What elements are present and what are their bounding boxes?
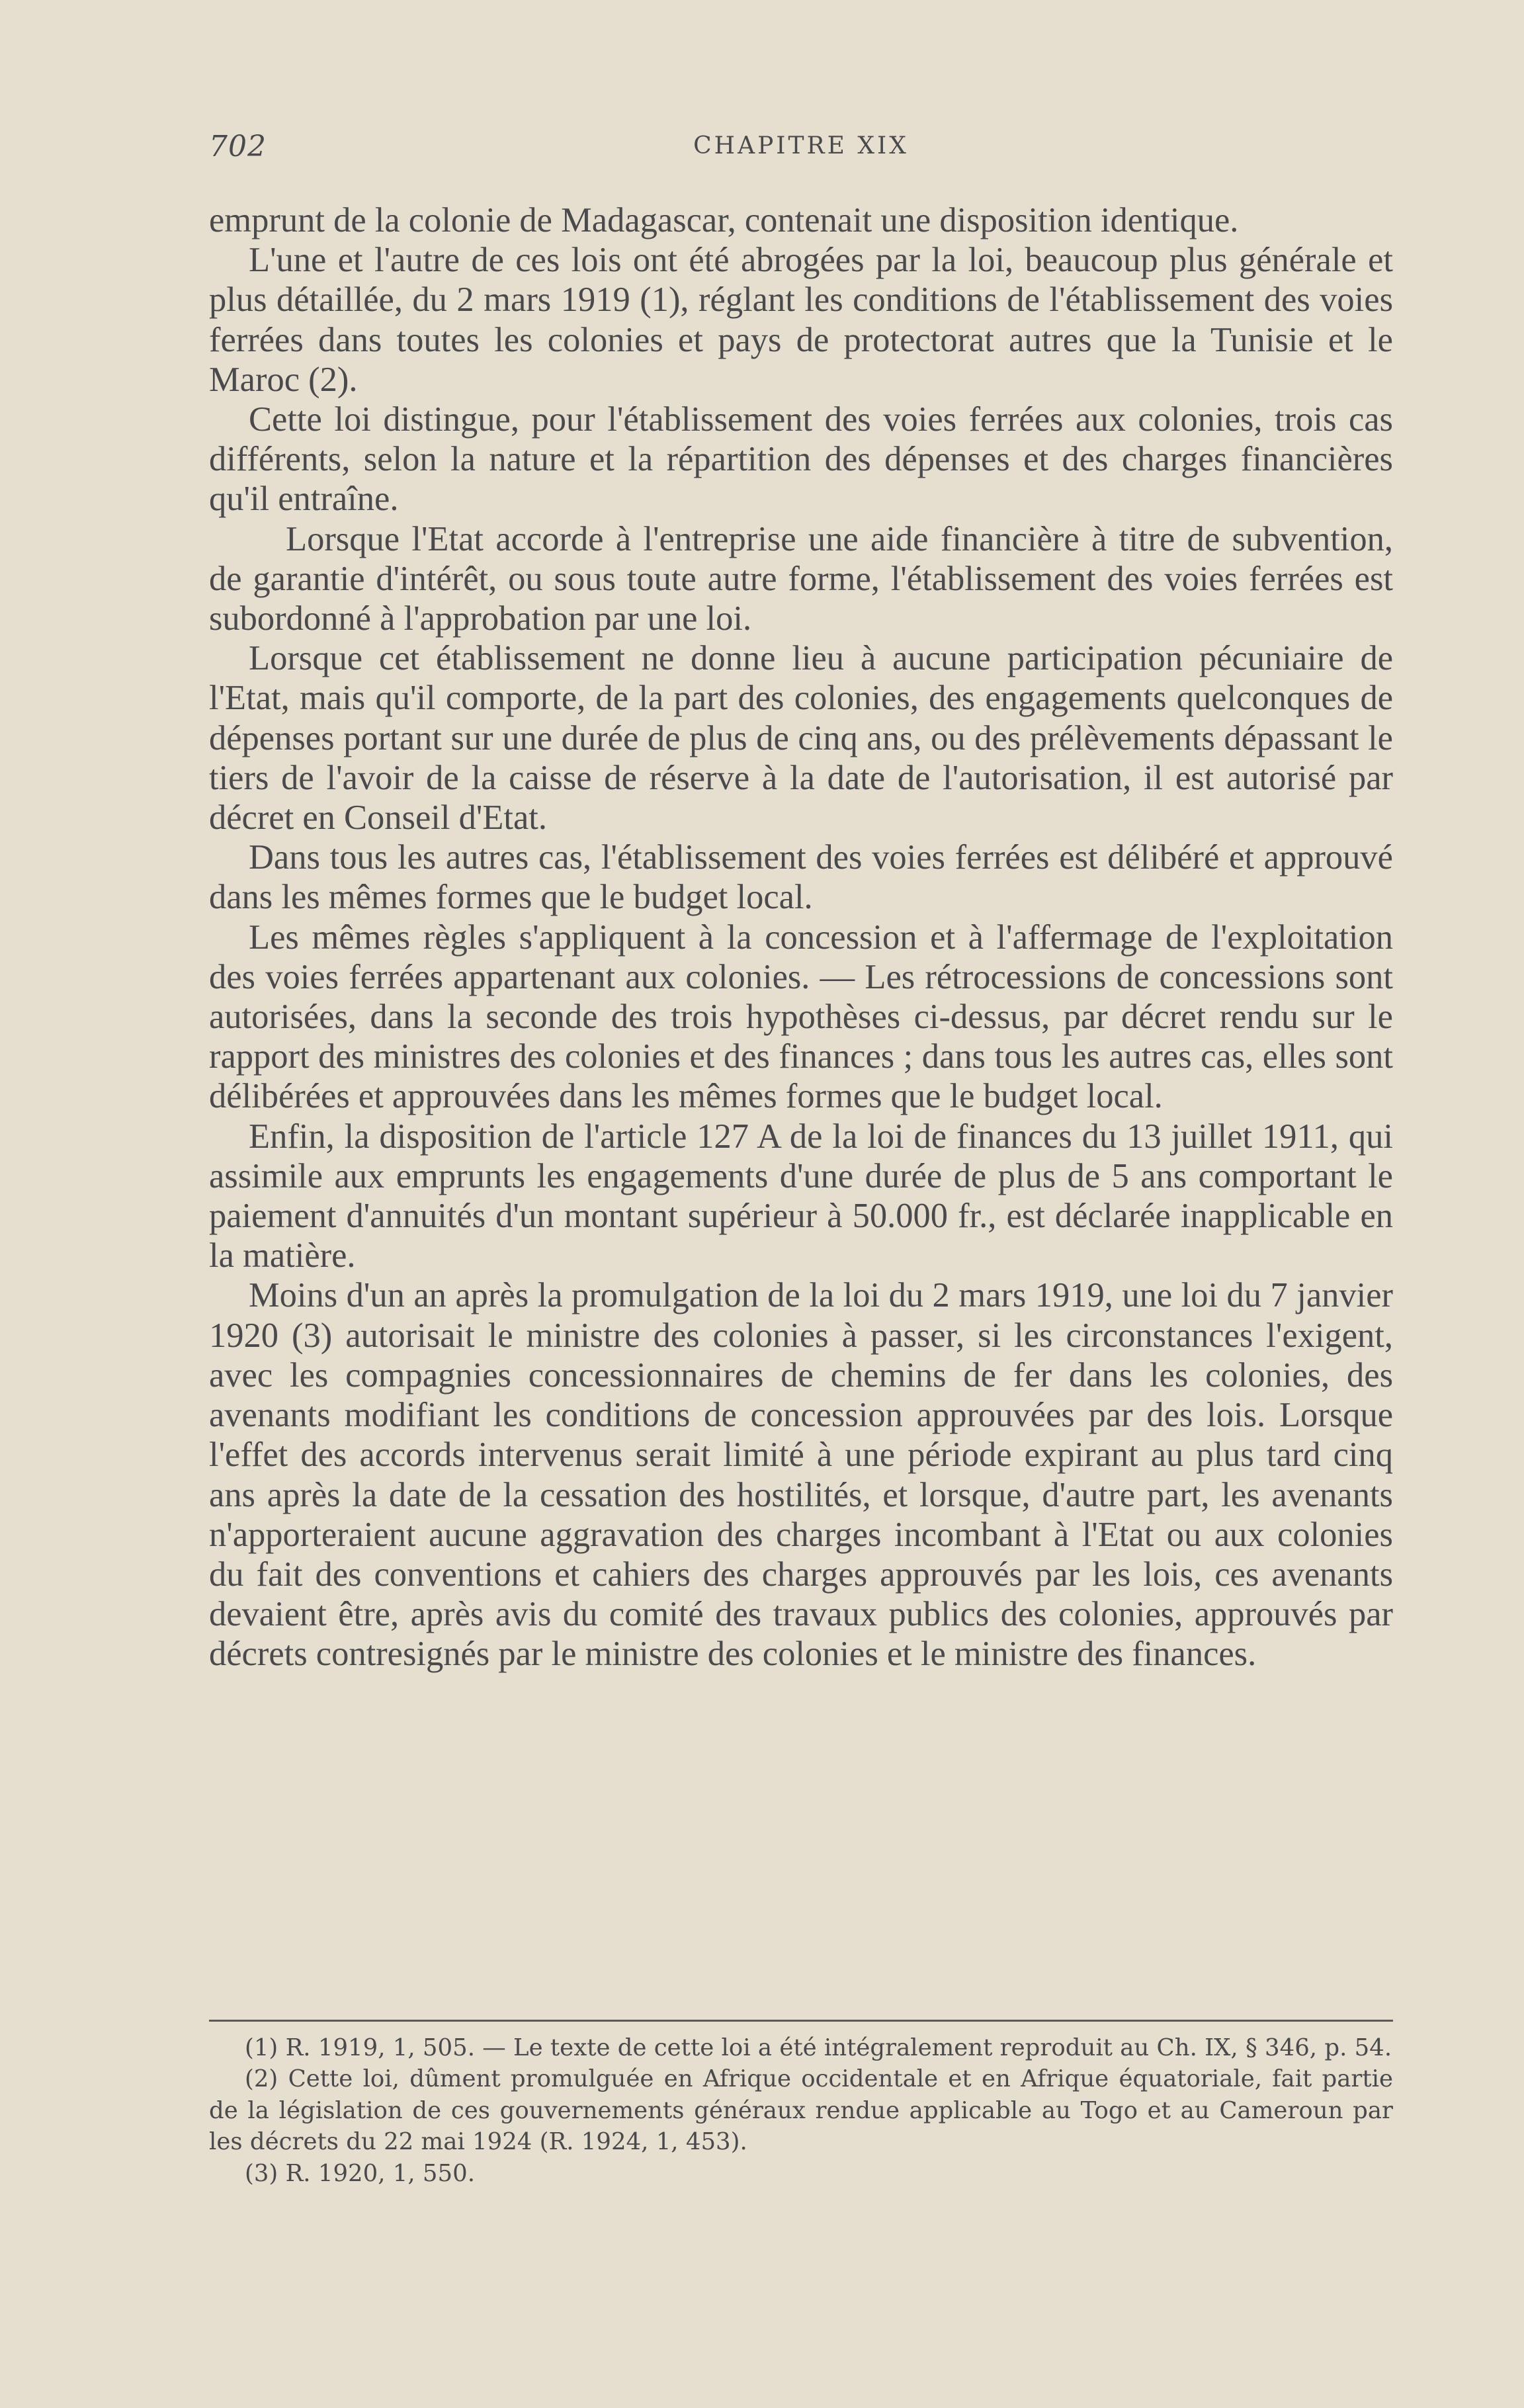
main-text [209,200,1393,1674]
footnote: (1) R. 1919, 1, 505. — Le texte de cette loi a été intégralement reproduit au Ch. IX, § 346, p. 54. [245,2034,1392,2061]
running-title: CHAPITRE XIX [693,132,909,159]
page-number: 702 [209,130,267,163]
paragraph: emprunt de la colonie de Madagascar, contenait une disposition identique. [209,201,1239,239]
paragraph: Enfin, la disposition de l'article 127 A de la loi de finances du 13 juillet 1911, qui assimile aux emprunts les engagements d'une durée de plus de 5 ans comportant le paiement d'annuités d'un montant supérieur à 50.000 fr., est déclarée inapplicable en la matière. [209,1117,1393,1275]
paragraph: Lorsque l'Etat accorde à l'entreprise une aide financière à titre de subvention, de garantie d'intérêt, ou sous toute autre forme, l'établissement des voies ferrées est subordonné à l'approbation par une loi. [209,519,1393,638]
paragraph: Moins d'un an après la promulgation de la loi du 2 mars 1919, une loi du 7 janvier 1920 (3) autorisait le ministre des colonies à passer, si les circonstances l'exigent, avec les compagnies concessionnaires de chemins de fer dans les colonies, des avenants modifiant les conditions de concession approuvées par des lois. Lorsque l'effet des accords intervenus serait limité à une période expirant au plus tard cinq ans après la date de la cessation des hostilités, et lorsque, d'autre part, les avenants n'apporteraient aucune aggravation des charges incombant à l'Etat ou aux colonies du fait des conventions et cahiers des charges approuvés par les lois, ces avenants devaient être, après avis du comité des travaux publics des colonies, approuvés par décrets contresignés par le ministre des colonies et le ministre des finances. [209,1276,1393,1674]
paragraph: L'une et l'autre de ces lois ont été abrogées par la loi, beaucoup plus générale et plus détaillée, du 2 mars 1919 (1), réglant les conditions de l'établissement des voies ferrées dans toutes les colonies et pays de protectorat autres que la Tunisie et le Maroc (2). [209,241,1393,399]
paragraph: Lorsque cet établissement ne donne lieu à aucune participation pécuniaire de l'Etat, mais qu'il comporte, de la part des colonies, des engagements quelconques de dépenses portant sur une durée de plus de cinq ans, ou des prélèvements dépassant le tiers de l'avoir de la caisse de réserve à la date de l'autorisation, il est autorisé par décret en Conseil d'Etat. [209,639,1393,838]
footnotes [209,2032,1393,2189]
paragraph: Les mêmes règles s'appliquent à la concession et à l'affermage de l'exploitation des voies ferrées appartenant aux colonies. — Les rétrocessions de concessions sont autorisées, dans la seconde des trois hypothèses ci-dessus, par décret rendu sur le rapport des ministres des colonies et des finances ; dans tous les autres cas, elles sont délibérées et approuvées dans les mêmes formes que le budget local. [209,918,1393,1116]
footnote: (2) Cette loi, dûment promulguée en Afrique occidentale et en Afrique équatoriale, fait partie de la législation de ces gouvernements généraux rendue applicable au Togo et au Cameroun par les décrets du 22 mai 1924 (R. 1924, 1, 453). [209,2065,1393,2156]
footnote-divider [209,2020,1393,2022]
paragraph: Cette loi distingue, pour l'établissement des voies ferrées aux colonies, trois cas différents, selon la nature et la répartition des dépenses et des charges financières qu'il entraîne. [209,400,1393,519]
footnote: (3) R. 1920, 1, 550. [245,2159,475,2187]
paragraph: Dans tous les autres cas, l'établissement des voies ferrées est délibéré et approuvé dans les mêmes formes que le budget local. [209,838,1393,917]
page-header [209,130,1393,169]
